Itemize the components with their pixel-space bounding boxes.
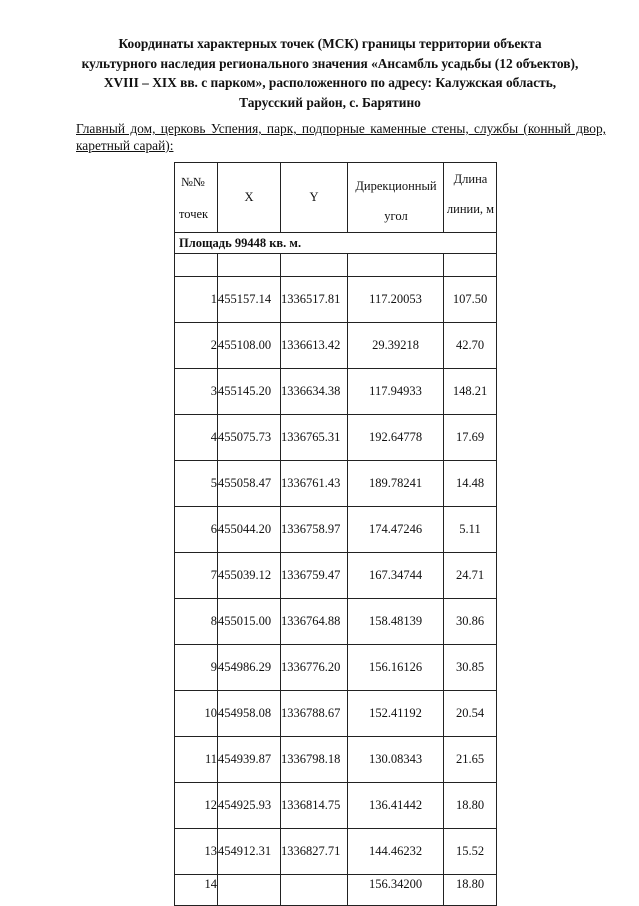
line-length-cell: 21.65 [444, 737, 497, 783]
line-length-cell: 5.11 [444, 507, 497, 553]
direction-angle-cell: 156.16126 [348, 645, 444, 691]
line-length-cell: 107.50 [444, 277, 497, 323]
table-row [175, 461, 497, 507]
direction-angle-cell: 167.34744 [348, 553, 444, 599]
y-coordinate-cell: 1336764.88 [281, 599, 348, 645]
line-length-cell: 14.48 [444, 461, 497, 507]
direction-angle-cell: 117.94933 [348, 369, 444, 415]
header-y: Y [281, 163, 348, 233]
header-point-number-bottom: точек [179, 207, 209, 221]
point-number-cell: 3 [175, 369, 218, 415]
table-row [175, 599, 497, 645]
y-coordinate-cell: 1336613.42 [281, 323, 348, 369]
line-length-cell: 30.86 [444, 599, 497, 645]
title-line-1: Координаты характерных точек (МСК) границы территории объекта [118, 36, 542, 51]
x-coordinate-cell: 455075.73 [218, 415, 281, 461]
x-coordinate-cell: 455039.12 [218, 553, 281, 599]
table-row [175, 691, 497, 737]
direction-angle-cell: 29.39218 [348, 323, 444, 369]
table-row [175, 415, 497, 461]
header-direction-angle [348, 163, 444, 233]
table-header-row [175, 163, 497, 233]
header-line-length [444, 163, 497, 233]
y-coordinate-cell: 1336798.18 [281, 737, 348, 783]
point-number-cell: 7 [175, 553, 218, 599]
y-coordinate-cell: 1336634.38 [281, 369, 348, 415]
point-number-cell: 12 [175, 783, 218, 829]
x-coordinate-cell: 454986.29 [218, 645, 281, 691]
header-point-number-top: №№ [181, 175, 205, 189]
x-coordinate-cell: 455145.20 [218, 369, 281, 415]
x-coordinate-cell: 455157.14 [218, 277, 281, 323]
spacer-cell [281, 254, 348, 277]
y-coordinate-cell: 1336758.97 [281, 507, 348, 553]
line-length-cell: 148.21 [444, 369, 497, 415]
header-direction-top: Дирекционный [355, 179, 437, 193]
y-coordinate-cell: 1336765.31 [281, 415, 348, 461]
y-coordinate-cell: 1336814.75 [281, 783, 348, 829]
direction-angle-cell: 144.46232 [348, 829, 444, 875]
header-x: X [218, 163, 281, 233]
line-length-cell: 17.69 [444, 415, 497, 461]
header-length-top: Длина [453, 172, 488, 186]
x-coordinate-cell: 454925.93 [218, 783, 281, 829]
y-coordinate-cell: 1336517.81 [281, 277, 348, 323]
spacer-cell [348, 254, 444, 277]
y-coordinate-cell: 1336759.47 [281, 553, 348, 599]
line-length-cell: 24.71 [444, 553, 497, 599]
table-row [175, 829, 497, 875]
line-length-cell: 15.52 [444, 829, 497, 875]
spacer-cell [175, 254, 218, 277]
direction-angle-cell: 174.47246 [348, 507, 444, 553]
table-row [175, 277, 497, 323]
direction-angle-cell: 158.48139 [348, 599, 444, 645]
x-coordinate-cell: 454912.31 [218, 829, 281, 875]
x-coordinate-cell: 455015.00 [218, 599, 281, 645]
table-row [175, 875, 497, 906]
table-row [175, 553, 497, 599]
point-number-cell: 1 [175, 277, 218, 323]
line-length-cell: 18.80 [444, 783, 497, 829]
table-row [175, 369, 497, 415]
point-number-cell: 11 [175, 737, 218, 783]
area-cell: Площадь 99448 кв. м. [175, 233, 497, 254]
document-title [50, 34, 610, 112]
y-coordinate-cell: 1336761.43 [281, 461, 348, 507]
point-number-cell: 6 [175, 507, 218, 553]
line-length-cell: 42.70 [444, 323, 497, 369]
title-line-3: XVIII – XIX вв. с парком», расположенного по адресу: Калужская область, [103, 75, 557, 90]
direction-angle-cell: 117.20053 [348, 277, 444, 323]
x-coordinate-cell: 455058.47 [218, 461, 281, 507]
y-coordinate-cell: 1336827.71 [281, 829, 348, 875]
line-length-cell: 18.80 [444, 875, 497, 906]
point-number-cell: 5 [175, 461, 218, 507]
direction-angle-cell: 156.34200 [348, 875, 444, 906]
header-length-bottom: линии, м [446, 202, 495, 216]
point-number-cell: 13 [175, 829, 218, 875]
x-coordinate-cell: 454958.08 [218, 691, 281, 737]
header-direction-bottom: угол [384, 209, 408, 223]
table-row [175, 323, 497, 369]
x-coordinate-cell [218, 875, 281, 906]
point-number-cell: 2 [175, 323, 218, 369]
point-number-cell: 10 [175, 691, 218, 737]
direction-angle-cell: 189.78241 [348, 461, 444, 507]
table-row [175, 507, 497, 553]
line-length-cell: 30.85 [444, 645, 497, 691]
spacer-cell [218, 254, 281, 277]
title-line-2: культурного наследия регионального значения «Ансамбль усадьбы (12 объектов), [81, 55, 579, 71]
x-coordinate-cell: 455044.20 [218, 507, 281, 553]
y-coordinate-cell [281, 875, 348, 906]
table-row [175, 783, 497, 829]
x-coordinate-cell: 455108.00 [218, 323, 281, 369]
y-coordinate-cell: 1336776.20 [281, 645, 348, 691]
point-number-cell: 14 [175, 875, 218, 906]
spacer-cell [444, 254, 497, 277]
y-coordinate-cell: 1336788.67 [281, 691, 348, 737]
header-point-number [175, 163, 218, 233]
object-description: Главный дом, церковь Успения, парк, подпорные каменные стены, службы (конный двор, каретный сарай): [76, 121, 606, 153]
area-row [175, 233, 497, 254]
line-length-cell: 20.54 [444, 691, 497, 737]
table-row [175, 737, 497, 783]
spacer-row [175, 254, 497, 277]
point-number-cell: 4 [175, 415, 218, 461]
point-number-cell: 9 [175, 645, 218, 691]
direction-angle-cell: 192.64778 [348, 415, 444, 461]
x-coordinate-cell: 454939.87 [218, 737, 281, 783]
point-number-cell: 8 [175, 599, 218, 645]
direction-angle-cell: 136.41442 [348, 783, 444, 829]
direction-angle-cell: 130.08343 [348, 737, 444, 783]
direction-angle-cell: 152.41192 [348, 691, 444, 737]
table-row [175, 645, 497, 691]
title-line-4: Тарусский район, с. Барятино [239, 94, 421, 110]
coordinates-table [174, 162, 497, 906]
